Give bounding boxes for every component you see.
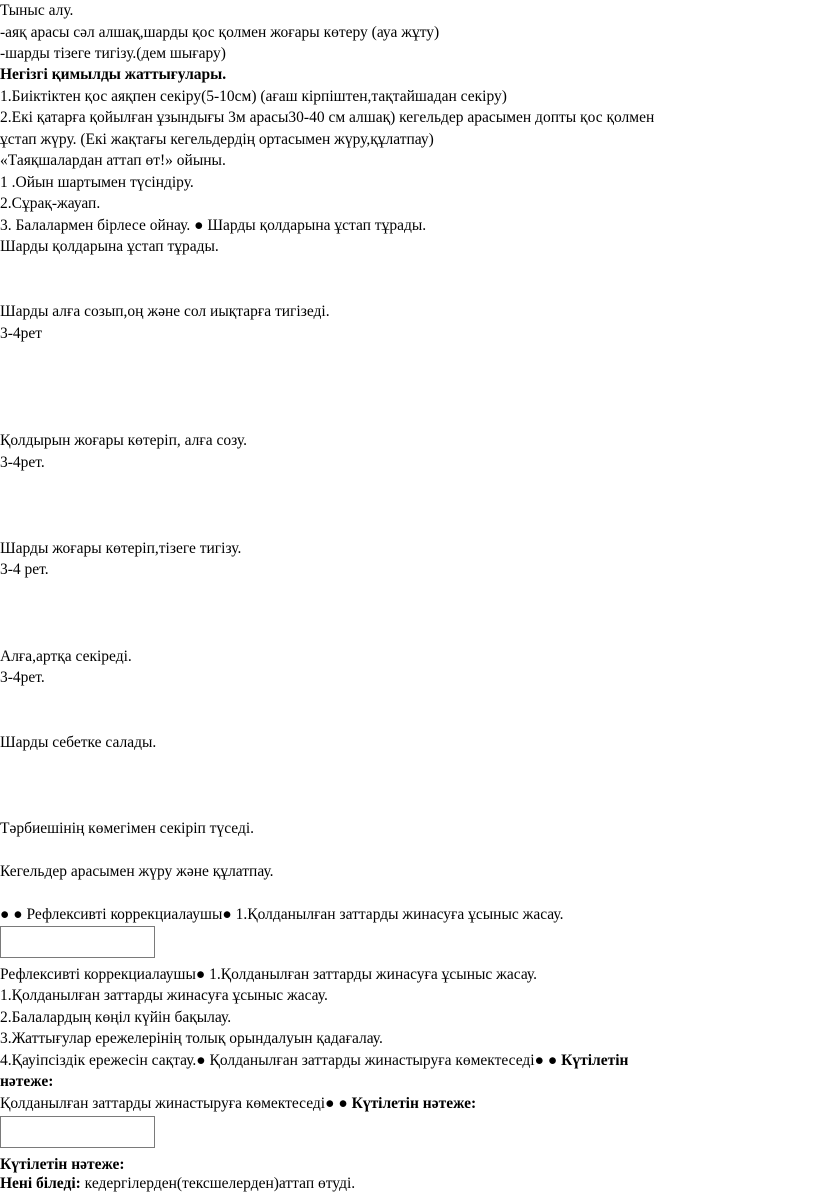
text-line: -шарды тізеге тигізу.(дем шығару): [0, 45, 226, 62]
text-line: Шарды жоғары көтеріп,тізеге тигізу.: [0, 540, 242, 557]
text-line: ● ● Рефлексивті коррекциалаушы● 1.Қолданылған заттарды жинасуға ұсыныс жасау.: [0, 906, 564, 923]
text-line: 3-4рет.: [0, 669, 45, 686]
knows-text: кедергілерден(тексшелерден)аттап өтуді.: [80, 1175, 356, 1192]
text-line: Тәрбиешінің көмегімен секіріп түседі.: [0, 820, 255, 837]
text-line: 3-4рет: [0, 325, 43, 342]
expected-result-heading: Күтілетін нәтеже:: [0, 1156, 125, 1173]
text-line: 3-4рет.: [0, 454, 45, 471]
expected-result-label: Күтілетін: [561, 1052, 629, 1069]
text-line: 1.Қолданылған заттарды жинасуға ұсыныс жасау.: [0, 987, 328, 1004]
expected-result-label: нәтеже:: [0, 1073, 54, 1090]
text-line: Қолдырын жоғары көтеріп, алға созу.: [0, 432, 248, 449]
section-heading: Негізгі қимылды жаттығулары.: [0, 66, 227, 83]
empty-frame: [0, 926, 155, 958]
text-line: Шарды себетке салады.: [0, 734, 157, 751]
empty-frame: [0, 1116, 155, 1148]
text-line: Шарды алға созып,оң және сол иықтарға тигізеді.: [0, 303, 330, 320]
text-line: 3-4 рет.: [0, 561, 49, 578]
text-line: [0, 1050, 628, 1072]
expected-result-label: Күтілетін нәтеже:: [351, 1095, 477, 1112]
text-line: 2.Сұрақ-жауап.: [0, 195, 101, 212]
text-line: Шарды қолдарына ұстап тұрады.: [0, 238, 219, 255]
text-line: 3.Жаттығулар ережелерінің толық орындалуын қадағалау.: [0, 1030, 383, 1047]
knows-label: Нені біледі:: [0, 1175, 81, 1192]
text-line: 2.Екі қатарға қойылған ұзындығы 3м арасы30-40 см алшақ) кегельдер арасымен допты қос қолмен: [0, 109, 655, 126]
text-line: [0, 1093, 476, 1115]
text-line: ұстап жүру. (Екі жақтағы кегельдердің ортасымен жүру,құлатпау): [0, 131, 434, 148]
text-line: [0, 1173, 355, 1195]
text-line: -аяқ арасы сәл алшақ,шарды қос қолмен жоғары көтеру (ауа жұту): [0, 24, 440, 41]
text-line: Рефлексивті коррекциалаушы● 1.Қолданылған заттарды жинасуға ұсыныс жасау.: [0, 966, 537, 983]
text-line: 3. Балалармен бірлесе ойнау. ● Шарды қолдарына ұстап тұрады.: [0, 217, 427, 234]
text-line: Алға,артқа секіреді.: [0, 648, 132, 665]
text-line: 1 .Ойын шартымен түсіндіру.: [0, 174, 194, 191]
text-line: 1.Биіктіктен қос аяқпен секіру(5-10см) (ағаш кірпіштен,тақтайшадан секіру): [0, 88, 507, 105]
text-line-part: Қолданылған заттарды жинастыруға көмектеседі● ●: [0, 1095, 352, 1112]
text-line: Тыныс алу.: [0, 2, 74, 19]
text-line: Кегельдер арасымен жүру және құлатпау.: [0, 863, 274, 880]
text-line-part: 4.Қауіпсіздік ережесін сақтау.● Қолданылған заттарды жинастыруға көмектеседі● ●: [0, 1052, 562, 1069]
text-line: «Таяқшалардан аттап өт!» ойыны.: [0, 152, 226, 169]
text-line: 2.Балалардың көңіл күйін бақылау.: [0, 1009, 232, 1026]
